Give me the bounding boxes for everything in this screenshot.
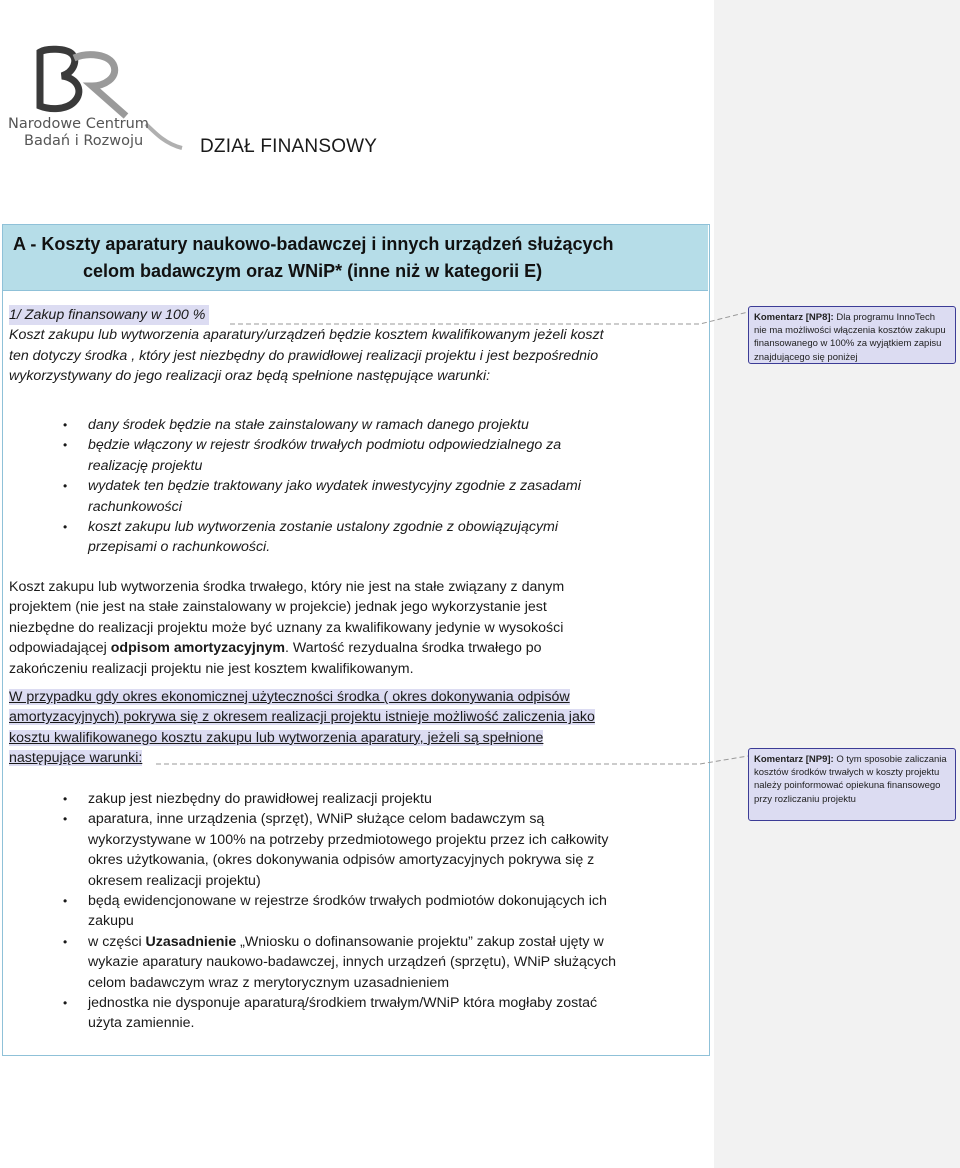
paragraph-line: [9, 638, 564, 658]
list-item: [63, 476, 581, 517]
comment-title: Komentarz [NP8]:: [754, 312, 834, 323]
paragraph-line: Koszt zakupu lub wytworzenia aparatury/urządzeń będzie kosztem kwalifikowanym jeżeli koszt: [9, 327, 604, 344]
paragraph-economic-useful-life: [9, 687, 595, 769]
highlighted-text: W przypadku gdy okres ekonomicznej użyteczności środka ( okres dokonywania odpisów: [9, 689, 570, 705]
list-item-text: wykazie aparatury naukowo-badawczej, innych urządzeń (sprzętu), WNiP służących: [88, 954, 617, 971]
comment-title: Komentarz [NP9]:: [754, 754, 834, 765]
list-item: [63, 435, 581, 476]
conditions-list-2: [63, 789, 616, 1034]
list-item-text: celom badawczym wraz z merytorycznym uzasadnieniem: [88, 974, 450, 991]
paragraph-line: [9, 707, 595, 727]
list-item-text: • wydatek ten będzie traktowany jako wydatek inwestycyjny zgodnie z zasadami: [88, 478, 581, 495]
paragraph-line: zakończeniu realizacji projektu nie jest kosztem kwalifikowanym.: [9, 660, 414, 677]
list-item: [63, 789, 616, 809]
logo-line-2: Badań i Rozwoju: [24, 133, 144, 149]
list-item: [63, 517, 581, 558]
list-item-text: zakupu: [88, 913, 134, 930]
comment-text: O tym sposobie zaliczania kosztów środków trwałych w koszty projektu należy poinformować opiekuna finansowego przy rozliczaniu projektu: [754, 754, 947, 805]
paragraph-line: projektem (nie jest na stałe zainstalowany w projekcie) jednak jego wykorzystanie jest: [9, 599, 547, 616]
list-item: [63, 415, 581, 435]
subheading-full-financing: 1/ Zakup finansowany w 100 %: [9, 305, 209, 325]
department-title: DZIAŁ FINANSOWY: [200, 136, 378, 157]
paragraph-full-financing: [9, 305, 604, 387]
comment-text: Dla programu InnoTech nie ma możliwości włączenia kosztów zakupu finansowanego w 100% za wyjątkiem zapisu znajdującego się poniżej: [754, 312, 946, 363]
conditions-list-1: [63, 415, 581, 558]
list-item: [63, 993, 616, 1034]
list-item: [63, 932, 616, 993]
document-section-box: [2, 224, 710, 1056]
comment-margin-pane: [714, 0, 960, 1168]
list-item-text: rachunkowości: [88, 498, 182, 515]
section-header: [3, 225, 708, 291]
list-item-text: okres użytkowania, (okres dokonywania odpisów amortyzacyjnych pokrywa się z: [88, 852, 595, 869]
text-run: w części: [88, 933, 146, 950]
list-item-text: realizację projektu: [88, 457, 203, 474]
list-item-text: wykorzystywane w 100% na potrzeby przedmiotowego projektu przez ich całkowity: [88, 831, 609, 848]
list-item-text: okresem realizacji projektu): [88, 872, 261, 889]
list-item-text: • będą ewidencjonowane w rejestrze środków trwałych podmiotów dokonujących ich: [88, 893, 607, 910]
logo-line-1: Narodowe Centrum: [8, 116, 149, 132]
paragraph-line: Koszt zakupu lub wytworzenia środka trwałego, który nie jest na stałe związany z danym: [9, 579, 565, 595]
list-item-text: przepisami o rachunkowości.: [88, 539, 271, 556]
paragraph-line: [9, 728, 595, 748]
list-item: [63, 809, 616, 891]
text-run: „Wniosku o dofinansowanie projektu” zakup został ujęty w: [236, 933, 604, 950]
list-item-text: [88, 932, 616, 952]
paragraph-line: wykorzystywany do jego realizacji oraz będą spełnione następujące warunki:: [9, 368, 491, 385]
comment-np8[interactable]: [748, 306, 956, 364]
list-item-text: • jednostka nie dysponuje aparaturą/środkiem trwałym/WNiP która mogłaby zostać: [88, 995, 598, 1012]
list-item-text: • koszt zakupu lub wytworzenia zostanie ustalony zgodnie z obowiązującymi: [88, 519, 559, 536]
list-item-text: • zakup jest niezbędny do prawidłowej realizacji projektu: [88, 791, 432, 807]
paragraph-line: [9, 748, 595, 768]
bold-text-run: Uzasadnienie: [145, 933, 237, 950]
paragraph-non-permanent-asset: [9, 577, 564, 679]
list-item-text: • aparatura, inne urządzenia (sprzęt), WNiP służące celom badawczym są: [88, 811, 545, 828]
bold-text-run: odpisom amortyzacyjnym: [110, 640, 286, 657]
logo-text: [8, 116, 149, 150]
paragraph-line: ten dotyczy środka , który jest niezbędny do prawidłowej realizacji projektu i jest bezpośrednio: [9, 347, 599, 364]
highlighted-text: amortyzacyjnych) pokrywa się z okresem realizacji projektu istnieje możliwość zaliczenia jako: [9, 709, 595, 726]
paragraph-line: [9, 687, 595, 707]
list-item-text: użyta zamiennie.: [88, 1015, 195, 1032]
list-item: [63, 891, 616, 932]
section-title-line-1: A - Koszty aparatury naukowo-badawczej i innych urządzeń służących: [13, 234, 614, 254]
list-item-text: • będzie włączony w rejestr środków trwałych podmiotu odpowiedzialnego za: [88, 437, 562, 454]
text-run: odpowiadającej: [9, 640, 111, 657]
comment-np9[interactable]: [748, 748, 956, 821]
list-item-text: • dany środek będzie na stałe zainstalowany w ramach danego projektu: [88, 417, 529, 433]
highlighted-text: kosztu kwalifikowanego kosztu zakupu lub wytworzenia aparatury, jeżeli są spełnione: [9, 729, 544, 746]
paragraph-line: niezbędne do realizacji projektu może być uznany za kwalifikowany jedynie w wysokości: [9, 619, 564, 636]
text-run: . Wartość rezydualna środka trwałego po: [285, 640, 542, 657]
highlighted-text: następujące warunki:: [9, 750, 143, 767]
section-title-line-2: celom badawczym oraz WNiP* (inne niż w kategorii E): [83, 261, 543, 281]
